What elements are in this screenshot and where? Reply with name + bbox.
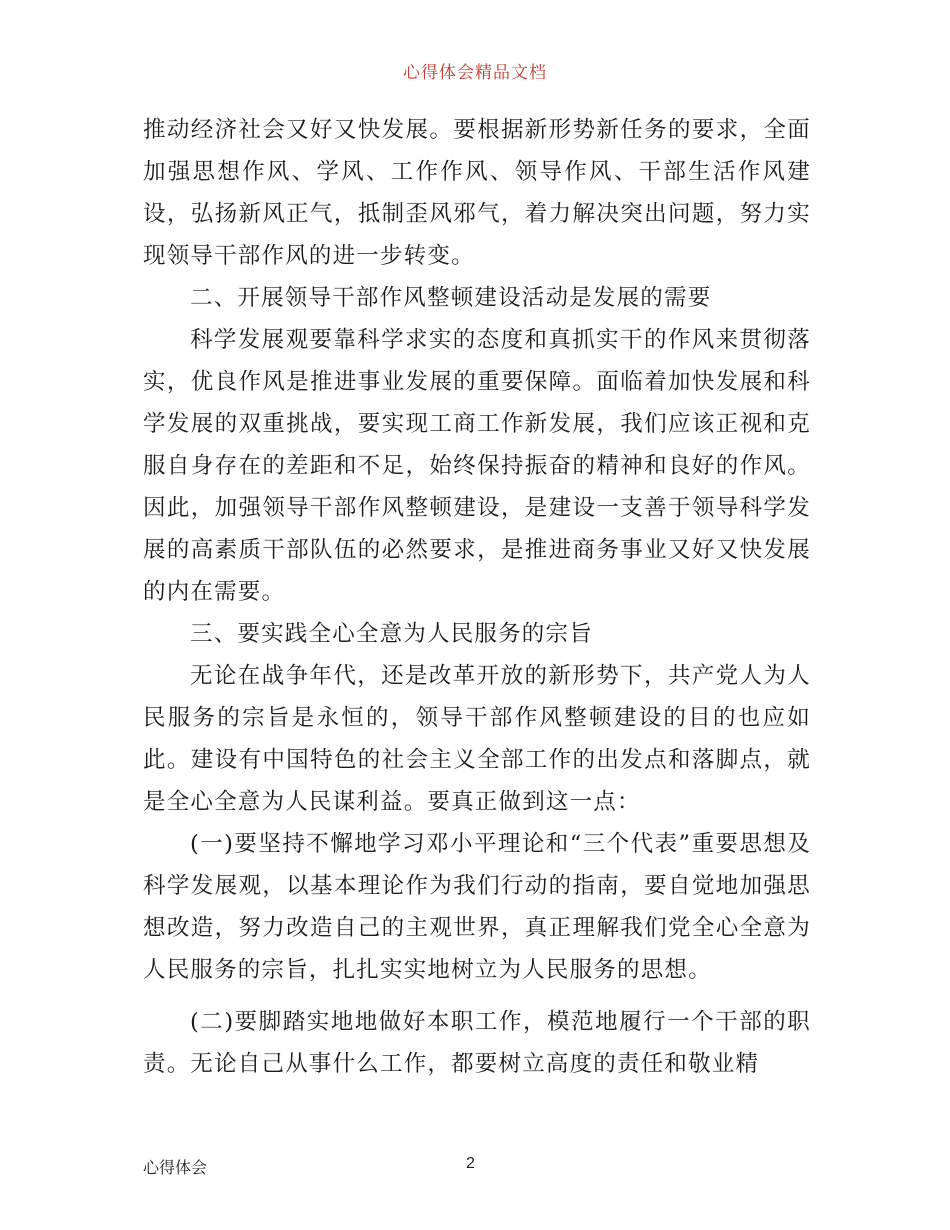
list-item-2: (二)要脚踏实地地做好本职工作，模范地履行一个干部的职责。无论自己从事什么工作，都要树立高度的责任和敬业精 [143, 1009, 811, 1077]
section-heading-3: 三、要实践全心全意为人民服务的宗旨 [190, 621, 593, 647]
page-header-title: 心得体会精品文档 [403, 63, 547, 83]
document-body [143, 109, 811, 1085]
paragraph-3: 无论在战争年代，还是改革开放的新形势下，共产党人为人民服务的宗旨是永恒的，领导干部作风整顿建设的目的也应如此。建设有中国特色的社会主义全部工作的出发点和落脚点，就是全心全意为人民谋利益。要真正做到这一点： [143, 663, 811, 815]
paragraph-1: 推动经济社会又好又快发展。要根据新形势新任务的要求，全面加强思想作风、学风、工作作风、领导作风、干部生活作风建设，弘扬新风正气，抵制歪风邪气，着力解决突出问题，努力实现领导干部作风的进一步转变。 [143, 117, 811, 269]
paragraph-2: 科学发展观要靠科学求实的态度和真抓实干的作风来贯彻落实，优良作风是推进事业发展的重要保障。面临着加快发展和科学发展的双重挑战，要实现工商工作新发展，我们应该正视和克服自身存在的差距和不足，始终保持振奋的精神和良好的作风。因此，加强领导干部作风整顿建设，是建设一支善于领导科学发展的高素质干部队伍的必然要求，是推进商务事业又好又快发展的内在需要。 [143, 327, 811, 605]
page-number: 2 [466, 1155, 475, 1172]
footer-label: 心得体会 [143, 1158, 208, 1177]
section-heading-2: 二、开展领导干部作风整顿建设活动是发展的需要 [190, 285, 712, 311]
list-item-1: (一)要坚持不懈地学习邓小平理论和“三个代表”重要思想及科学发展观，以基本理论作为我们行动的指南，要自觉地加强思想改造，努力改造自己的主观世界，真正理解我们党全心全意为人民服务的宗旨，扎扎实实地树立为人民服务的思想。 [143, 831, 811, 983]
